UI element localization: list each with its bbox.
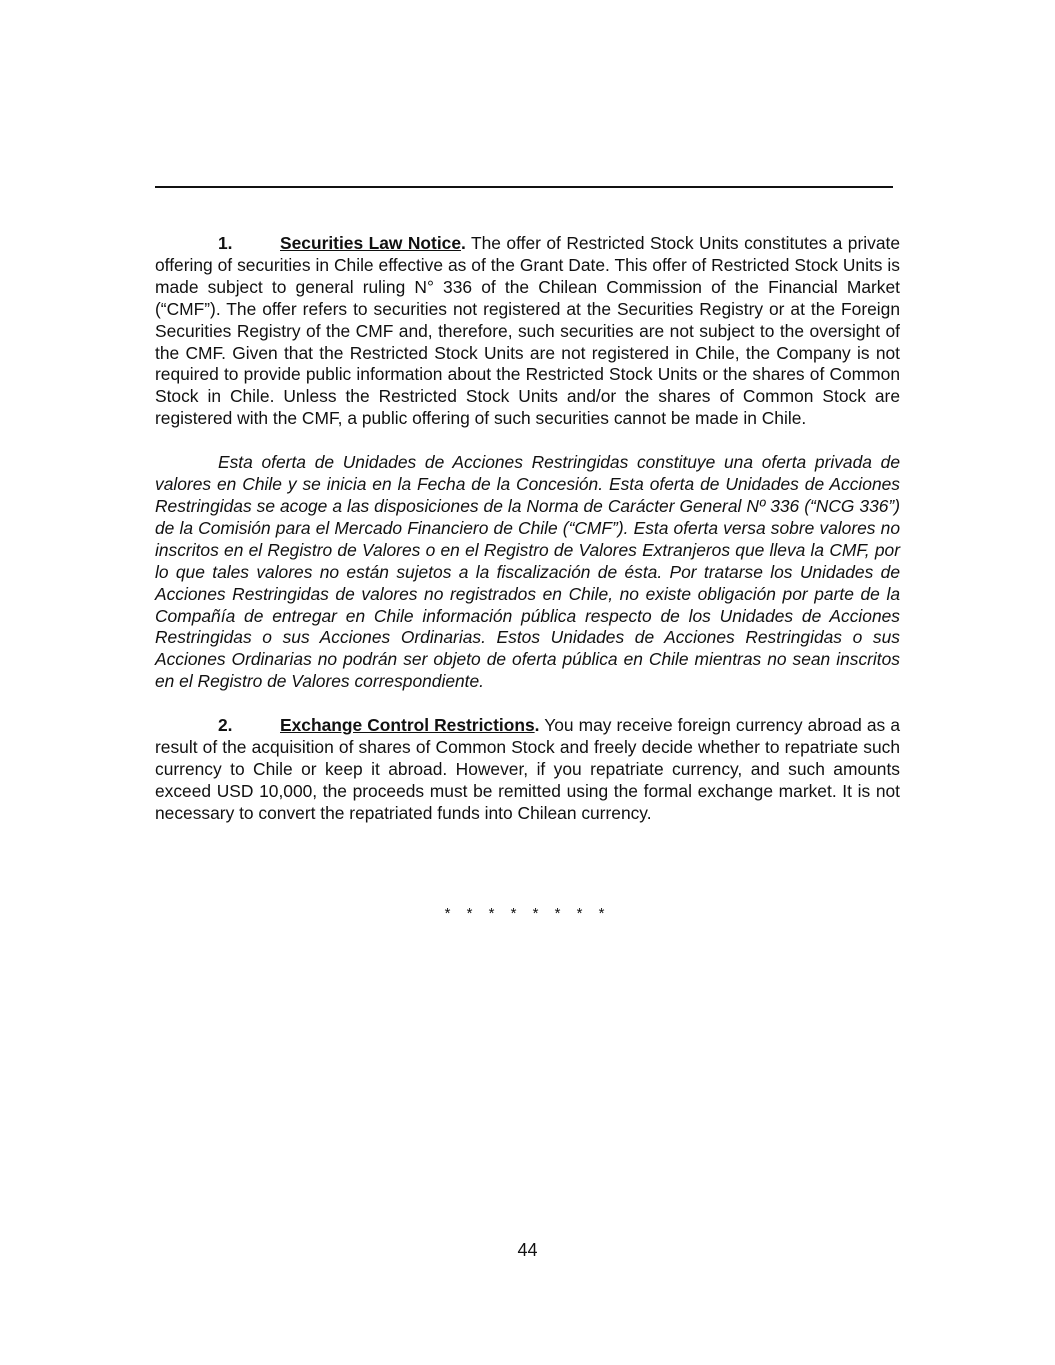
section-heading: Securities Law Notice [280, 233, 462, 253]
section-number: 2. [218, 715, 233, 736]
section-securities-law-notice-spanish: Esta oferta de Unidades de Acciones Restringidas constituye una oferta privada de valores en Chile y se inicia en la Fecha de la Concesión. Esta oferta de Unidades de Acciones Restringidas se acoge a las disposiciones de la Norma de Carácter General Nº 336 (“NCG 336”) de la Comisión para el Mercado Financiero de Chile (“CMF”). Esta oferta versa sobre valores no inscritos en el Registro de Valores o en el Registro de Valores Extranjeros que lleva la CMF, por lo que tales valores no están sujetos a la fiscalización de ésta. Por tratarse los Unidades de Acciones Restringidas de valores no registrados en Chile, no existe obligación por parte de la Compañía de entregar en Chile información pública respecto de los Unidades de Acciones Restringidas o sus Acciones Ordinarias. Estos Unidades de Acciones Restringidas o sus Acciones Ordinarias no podrán ser objeto de oferta pública en Chile mientras no sean inscritos en el Registro de Valores correspondiente. [155, 452, 900, 692]
section-exchange-control-restrictions [155, 715, 900, 825]
section-number: 1. [218, 233, 233, 253]
end-of-section-marker: * * * * * * * * [444, 905, 611, 922]
section-heading: Exchange Control Restrictions [280, 715, 535, 736]
document-body [155, 233, 900, 847]
heading-punctuation: . [461, 233, 466, 253]
section-securities-law-notice [155, 233, 900, 430]
page-number: 44 [517, 1240, 538, 1260]
section-body: You may receive foreign currency abroad as a result of the acquisition of shares of Common Stock and freely decide whether to repatriate such currency to Chile or keep it abroad. However, if you repatriate currency, and such amounts exceed USD 10,000, the proceeds must be remitted using the formal exchange market. It is not necessary to convert the repatriated funds into Chilean currency. [155, 715, 900, 823]
header-rule [155, 186, 893, 188]
section-body: The offer of Restricted Stock Units constitutes a private offering of securities in Chile effective as of the Grant Date. This offer of Restricted Stock Units is made subject to general ruling N° 336 of the Chilean Commission of the Financial Market (“CMF”). The offer refers to securities not registered at the Securities Registry or at the Foreign Securities Registry of the CMF and, therefore, such securities are not subject to the oversight of the CMF. Given that the Restricted Stock Units are not registered in Chile, the Company is not required to provide public information about the Restricted Stock Units or the shares of Common Stock in Chile. Unless the Restricted Stock Units and/or the shares of Common Stock are registered with the CMF, a public offering of such securities cannot be made in Chile. [155, 233, 900, 429]
heading-punctuation: . [534, 715, 540, 736]
